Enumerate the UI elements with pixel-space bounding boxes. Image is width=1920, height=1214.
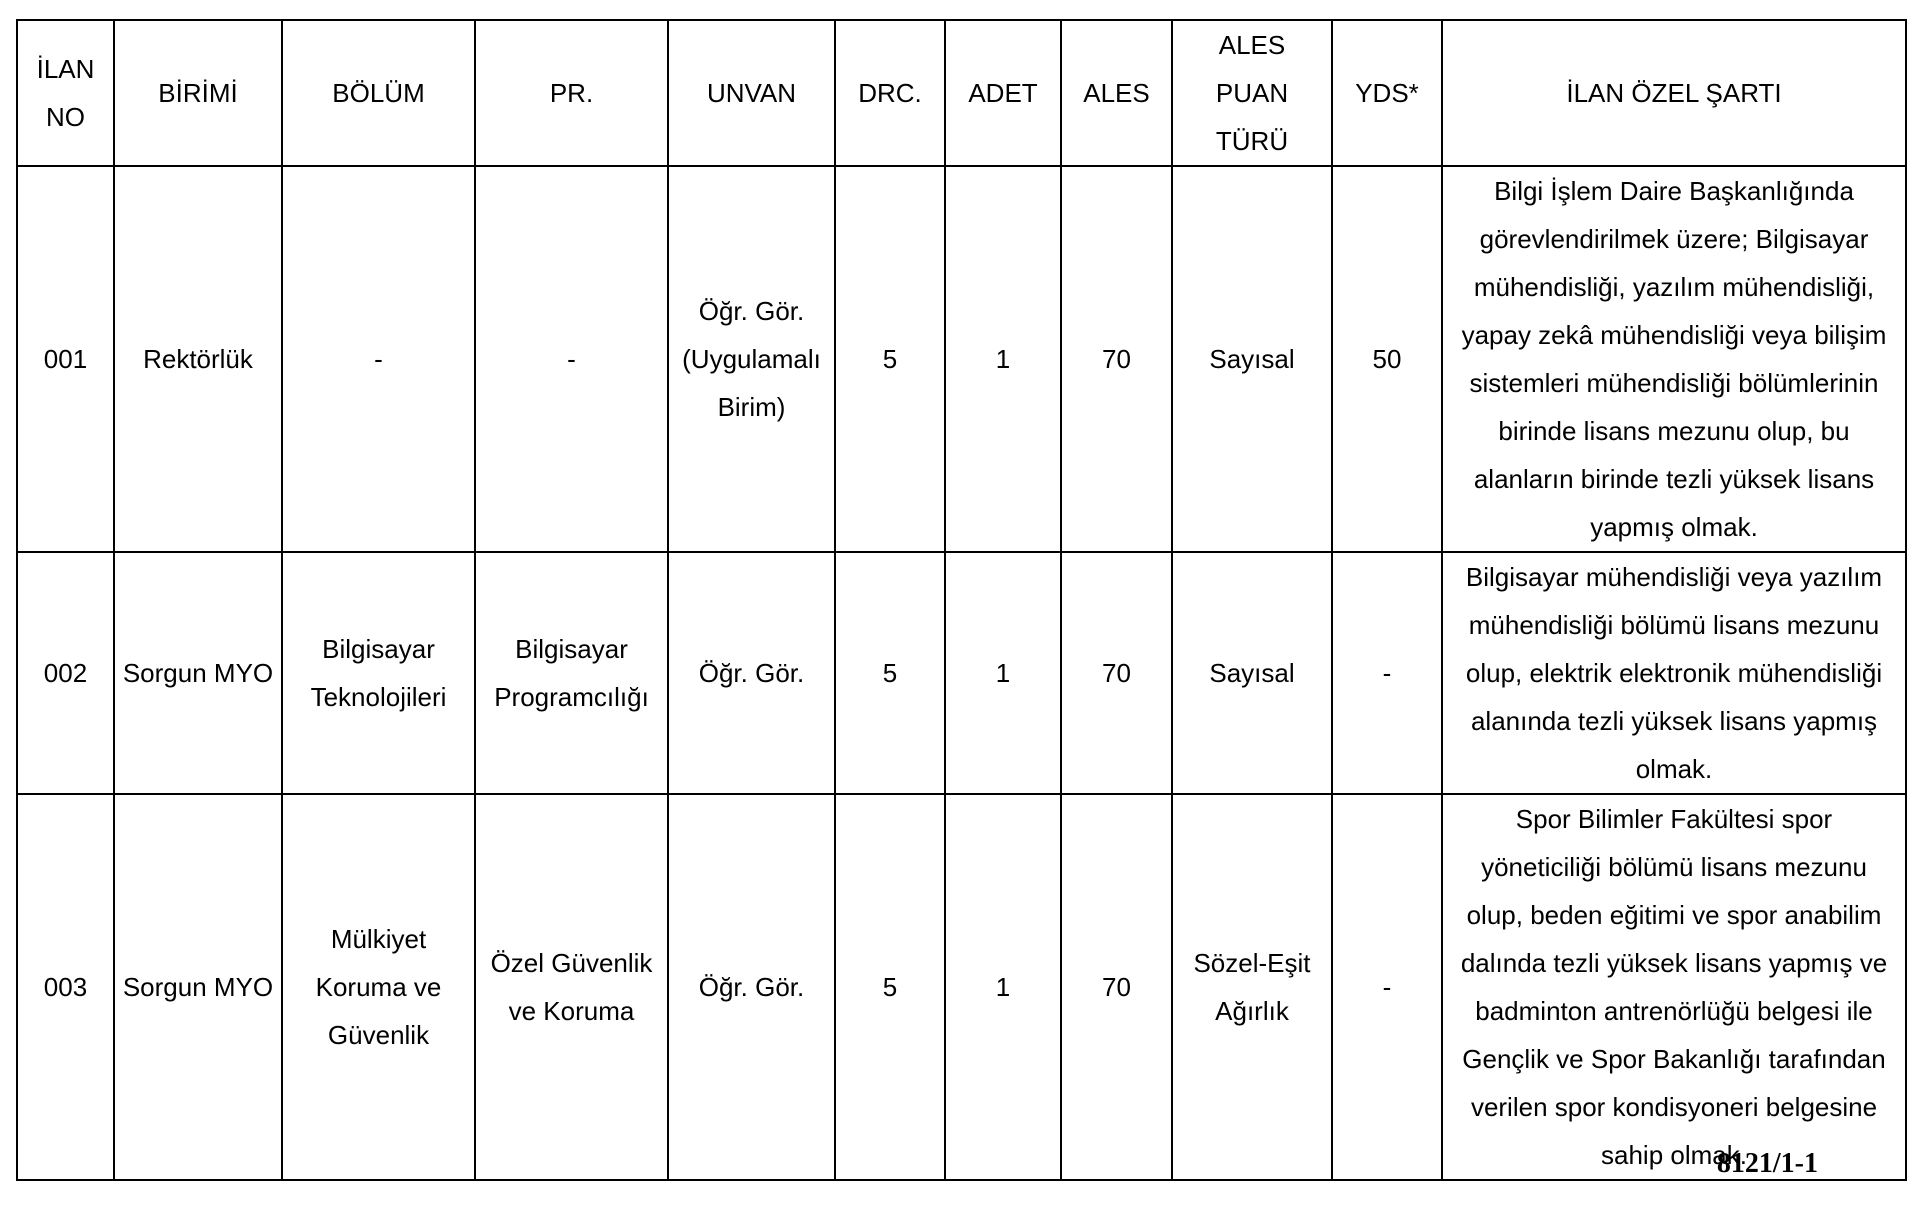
header-yds: YDS* — [1332, 20, 1442, 166]
cell-ilan-ozel-sarti: Bilgi İşlem Daire Başkanlığında görevlendirilmek üzere; Bilgisayar mühendisliği, yazılım mühendisliği, yapay zekâ mühendisliği veya bilişim sistemleri mühendisliği bölümlerinin birinde lisans mezunu olup, bu alanların birinde tezli yüksek lisans yapmış olmak. — [1442, 166, 1906, 552]
cell-bolum: - — [282, 166, 475, 552]
header-birimi: BİRİMİ — [114, 20, 282, 166]
cell-drc: 5 — [835, 166, 945, 552]
cell-pr: Özel Güvenlik ve Koruma — [475, 794, 668, 1180]
cell-pr: Bilgisayar Programcılığı — [475, 552, 668, 794]
header-adet: ADET — [945, 20, 1061, 166]
table-row — [17, 794, 1906, 1180]
cell-ales-puan-turu: Sayısal — [1172, 552, 1332, 794]
cell-ilan-ozel-sarti: Spor Bilimler Fakültesi spor yöneticiliği bölümü lisans mezunu olup, beden eğitimi ve spor anabilim dalında tezli yüksek lisans yapmış ve badminton antrenörlüğü belgesi ile Gençlik ve Spor Bakanlığı tarafından verilen spor kondisyoneri belgesine sahip olmak. — [1442, 794, 1906, 1180]
header-ilan-ozel-sarti: İLAN ÖZEL ŞARTI — [1442, 20, 1906, 166]
header-row — [17, 20, 1906, 166]
cell-yds: - — [1332, 794, 1442, 1180]
header-bolum: BÖLÜM — [282, 20, 475, 166]
header-ales-puan-turu: ALES PUAN TÜRÜ — [1172, 20, 1332, 166]
cell-adet: 1 — [945, 794, 1061, 1180]
cell-pr: - — [475, 166, 668, 552]
header-drc: DRC. — [835, 20, 945, 166]
cell-bolum: Bilgisayar Teknolojileri — [282, 552, 475, 794]
header-pr: PR. — [475, 20, 668, 166]
cell-birimi: Sorgun MYO — [114, 794, 282, 1180]
cell-unvan: Öğr. Gör. (Uygulamalı Birim) — [668, 166, 835, 552]
cell-adet: 1 — [945, 552, 1061, 794]
cell-unvan: Öğr. Gör. — [668, 552, 835, 794]
announcement-table — [16, 19, 1907, 1181]
cell-bolum: Mülkiyet Koruma ve Güvenlik — [282, 794, 475, 1180]
table-row — [17, 552, 1906, 794]
cell-ales: 70 — [1061, 794, 1172, 1180]
header-unvan: UNVAN — [668, 20, 835, 166]
cell-ales-puan-turu: Sayısal — [1172, 166, 1332, 552]
cell-ilan-no: 001 — [17, 166, 114, 552]
header-ales: ALES — [1061, 20, 1172, 166]
cell-yds: 50 — [1332, 166, 1442, 552]
page-code: 8121/1-1 — [1716, 1148, 1818, 1179]
cell-adet: 1 — [945, 166, 1061, 552]
cell-ilan-ozel-sarti: Bilgisayar mühendisliği veya yazılım mühendisliği bölümü lisans mezunu olup, elektrik elektronik mühendisliği alanında tezli yüksek lisans yapmış olmak. — [1442, 552, 1906, 794]
cell-ales: 70 — [1061, 552, 1172, 794]
cell-yds: - — [1332, 552, 1442, 794]
cell-drc: 5 — [835, 552, 945, 794]
cell-ales-puan-turu: Sözel-Eşit Ağırlık — [1172, 794, 1332, 1180]
cell-ilan-no: 002 — [17, 552, 114, 794]
table-row — [17, 166, 1906, 552]
cell-drc: 5 — [835, 794, 945, 1180]
header-ilan-no: İLAN NO — [17, 20, 114, 166]
cell-ales: 70 — [1061, 166, 1172, 552]
cell-ilan-no: 003 — [17, 794, 114, 1180]
cell-birimi: Sorgun MYO — [114, 552, 282, 794]
cell-unvan: Öğr. Gör. — [668, 794, 835, 1180]
cell-birimi: Rektörlük — [114, 166, 282, 552]
